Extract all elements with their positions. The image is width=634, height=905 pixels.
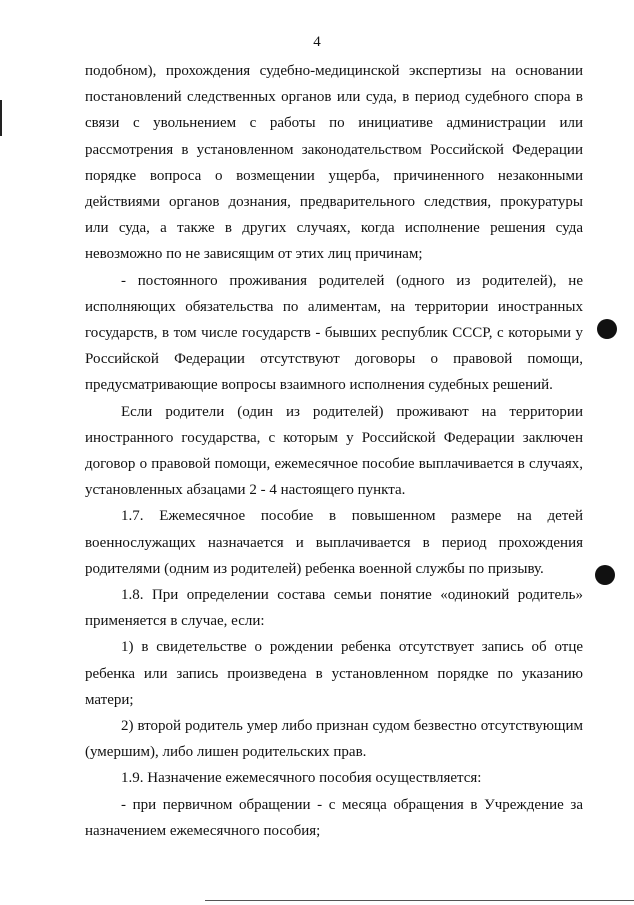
document-body bbox=[85, 58, 583, 844]
paragraph-1-8-item-1: 1) в свидетельстве о рождении ребенка отсутствует запись об отце ребенка или запись произведена в установленном порядке по указанию матери; bbox=[85, 639, 583, 708]
punch-hole-mark bbox=[597, 319, 617, 339]
paragraph-continued: подобном), прохождения судебно-медицинской экспертизы на основании постановлений следственных органов или суда, в период судебного спора в связи с увольнением с работы по инициативе администрации или рассмотрения в установленном законодательством Российской Федерации порядке вопроса о возмещении ущерба, причиненного незаконными действиями органов дознания, предварительного следствия, прокуратуры или суда, а также в других случаях, когда исполнение решения суда невозможно по не зависящим от этих лиц причинам; bbox=[85, 63, 583, 263]
paragraph-legal-aid-treaty: Если родители (один из родителей) проживают на территории иностранного государства, с которым у Российской Федерации заключен договор о правовой помощи, ежемесячное пособие выплачивается в случаях, установленных абзацами 2 - 4 настоящего пункта. bbox=[85, 403, 583, 499]
paragraph-1-9-item-1: - при первичном обращении - с месяца обращения в Учреждение за назначением ежемесячного пособия; bbox=[85, 796, 583, 839]
paragraph-1-7: 1.7. Ежемесячное пособие в повышенном размере на детей военнослужащих назначается и выплачивается в период прохождения родителями (одним из родителей) ребенка военной службы по призыву. bbox=[85, 508, 583, 577]
punch-hole-mark bbox=[595, 565, 615, 585]
scan-edge-mark bbox=[0, 100, 2, 136]
paragraph-1-9: 1.9. Назначение ежемесячного пособия осуществляется: bbox=[121, 770, 482, 787]
paragraph-residence-abroad: - постоянного проживания родителей (одного из родителей), не исполняющих обязательства по алиментам, на территории иностранных государств, в том числе государств - бывших республик СССР, с которыми у Российской Федерации отсутствуют договоры о правовой помощи, предусматривающие вопросы взаимного исполнения судебных решений. bbox=[85, 272, 583, 394]
page-number: 4 bbox=[313, 34, 321, 50]
paragraph-1-8: 1.8. При определении состава семьи понятие «одинокий родитель» применяется в случае, если: bbox=[85, 587, 583, 630]
paragraph-1-8-item-2: 2) второй родитель умер либо признан судом безвестно отсутствующим (умершим), либо лишен родительских прав. bbox=[85, 718, 583, 761]
page-bottom-rule bbox=[205, 900, 634, 901]
